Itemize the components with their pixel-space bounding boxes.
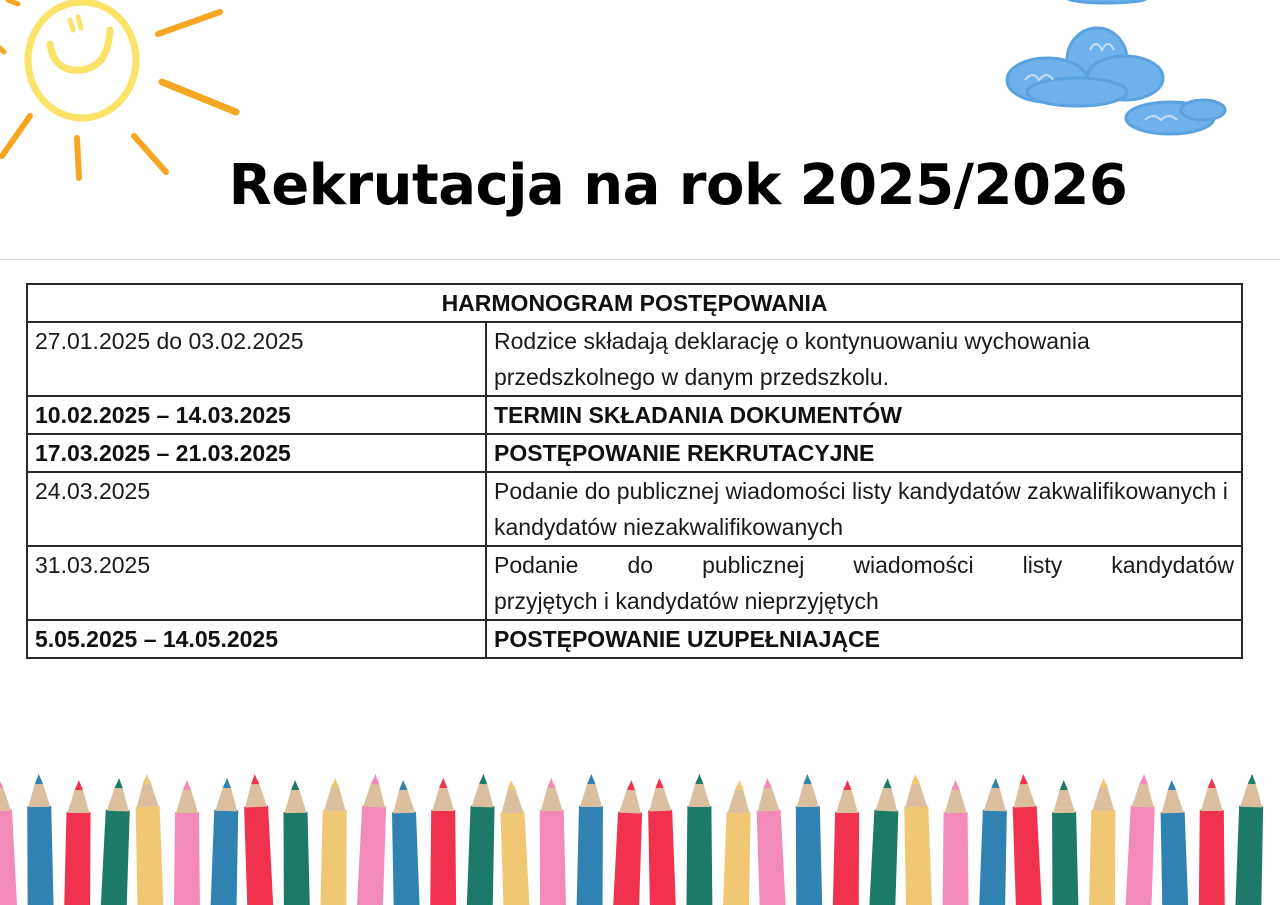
table-row [27,546,1242,620]
date-cell: 24.03.2025 [27,472,486,546]
date-cell: 17.03.2025 – 21.03.2025 [27,434,486,472]
date-cell: 31.03.2025 [27,546,486,620]
description-line: przyjętych i kandydatów nieprzyjętych [494,588,879,614]
description-cell: POSTĘPOWANIE REKRUTACYJNE [486,434,1242,472]
description-line: Podanie do publicznej wiadomości listy kandydatów [494,552,1235,578]
schedule-heading: HARMONOGRAM POSTĘPOWANIA [27,284,1242,322]
description-cell [486,546,1242,620]
description-cell: Podanie do publicznej wiadomości listy kandydatów zakwalifikowanych i kandydatów niezakwalifikowanych [486,472,1242,546]
table-row [27,396,1242,434]
table-row [27,322,1242,396]
page-title: Rekrutacja na rok 2025/2026 [228,153,1128,218]
description-cell: POSTĘPOWANIE UZUPEŁNIAJĄCE [486,620,1242,658]
table-row [27,472,1242,546]
schedule-table [26,283,1243,659]
description-cell: TERMIN SKŁADANIA DOKUMENTÓW [486,396,1242,434]
description-cell: Rodzice składają deklarację o kontynuowaniu wychowania przedszkolnego w danym przedszkolu. [486,322,1242,396]
pencils-border-icon [0,770,1280,905]
date-cell: 10.02.2025 – 14.03.2025 [27,396,486,434]
date-cell: 27.01.2025 do 03.02.2025 [27,322,486,396]
header-divider [0,259,1280,260]
table-row [27,434,1242,472]
table-row [27,620,1242,658]
schedule-header-row [27,284,1242,322]
date-cell: 5.05.2025 – 14.05.2025 [27,620,486,658]
clouds-icon [995,0,1235,145]
